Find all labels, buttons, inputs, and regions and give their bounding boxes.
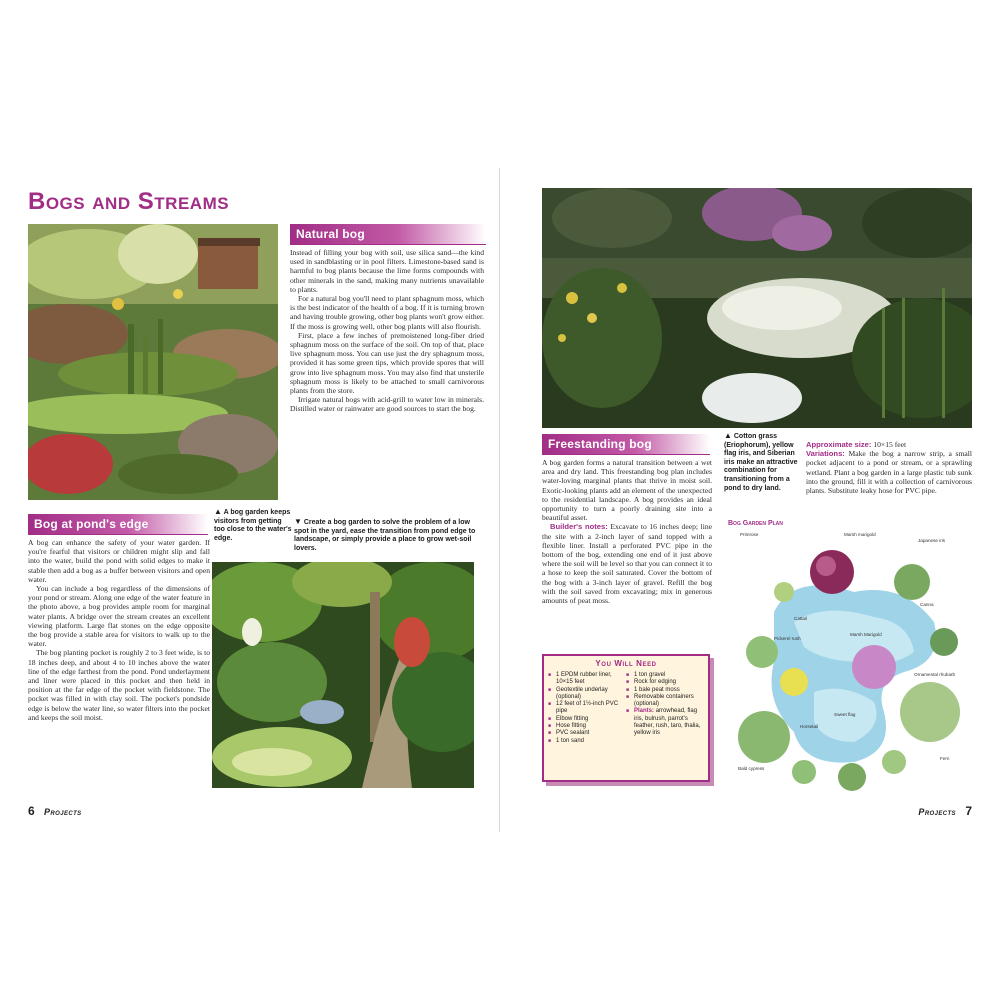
plan-title: Bog Garden Plan xyxy=(728,520,783,527)
size-label: Approximate size: xyxy=(806,440,872,449)
need-item: ■ Hose fitting xyxy=(548,723,626,730)
bog-garden-plan-illustration xyxy=(734,532,970,794)
pond-edge-text xyxy=(28,538,210,722)
need-item: ■ Rock for edging xyxy=(626,679,704,686)
plan-label: Sweet flag xyxy=(834,712,856,717)
plants-label: Plants: xyxy=(634,708,655,715)
down-arrow-icon: ▼ xyxy=(294,517,302,526)
paragraph: Instead of filling your bog with soil, use silica sand—the kind used in sandblasting or in pool filters. Limestone-based sand is harmful to bog plants because the lime forms compounds with other minerals in the sand, making many nutrients unavailable to plants. xyxy=(290,248,484,294)
need-item: ■ Removable containers (optional) xyxy=(626,694,704,709)
need-box-title: You Will Need xyxy=(595,659,657,668)
plan-label: Canna xyxy=(920,602,934,607)
plan-label: Ornamental rhubarb xyxy=(914,672,956,677)
up-arrow-icon: ▲ xyxy=(214,507,222,516)
variations-text: Make the bog a narrow strip, a small pocket adjacent to a pond or stream, or a sprawling wetland. Plant a bog garden in a large plastic tub sunk into the ground, fill it with a collection of carnivorous plants. Substitute leaky hose for PVC pipe. xyxy=(806,449,972,496)
need-column-1 xyxy=(548,672,626,745)
paragraph: A bog can enhance the safety of your water garden. If you're fearful that visitors or children might slip and fall into the water, build the pond with solid edges to make it stable then add a bog as a buffer between visitors and open water. xyxy=(28,538,210,584)
page-number: 7 xyxy=(965,804,972,818)
plan-label: Marsh marigold xyxy=(844,532,876,537)
rock-garden-photo xyxy=(28,224,278,500)
need-item: ■ 1 EPDM rubber liner, 10×15 feet xyxy=(548,672,626,687)
hosta-garden-photo xyxy=(212,562,474,788)
freestanding-rule xyxy=(542,454,710,455)
need-item: ■ 1 bale peat moss xyxy=(626,687,704,694)
size-value: 10×15 feet xyxy=(873,440,907,449)
need-column-2 xyxy=(626,672,704,745)
caption-bog-garden xyxy=(214,508,292,543)
need-item: ■ 12 feet of 1½-inch PVC pipe xyxy=(548,701,626,716)
paragraph-text: Excavate to 16 inches deep; line the site with a 2-inch layer of sand topped with a flexible liner. Install a perforated PVC pipe in the bottom of the bog, extending one end of it just above where the soil will be level so that you can connect it to a hose to keep the soil saturated. Cover the bottom of the bog with a 3-inch layer of gravel. Refill the bog with the soil saved from excavating; mix in generous amounts of peat moss. xyxy=(542,522,712,606)
caption-create-bog xyxy=(294,518,484,553)
freestanding-text xyxy=(542,458,712,605)
paragraph: A bog garden forms a natural transition between a wet area and dry land. This freestanding bog plan includes water-loving marginal plants that thrive in moist soil. Exotic-looking plants add an element of the unexpected to the residential landscape. A bog provides an ideal opportunity to turn a poorly draining site into a beautiful asset. xyxy=(542,458,712,523)
pond-edge-heading: Bog at pond's edge xyxy=(28,514,208,534)
builders-notes-label: Builder's notes: xyxy=(550,522,608,532)
need-item-plants xyxy=(626,708,704,737)
paragraph: Irrigate natural bogs with acid-grill to water low in minerals. Distilled water or rainwater are good sources to start the bog. xyxy=(290,395,484,414)
caption-text: Create a bog garden to solve the problem of a low spot in the yard, ease the transition from pond edge to landscape, or simply provide a place to grow wet-soil lovers. xyxy=(294,519,476,552)
need-item: ■ 1 ton gravel xyxy=(626,672,704,679)
magazine-spread xyxy=(14,168,986,832)
paragraph: The bog planting pocket is roughly 2 to 3 feet wide, is to 18 inches deep, and about 4 to 10 inches above the water line of the edge farthest from the pond. Pond underlayment and liner were placed in this pocket and then held in position at the far edge of the pocket with fieldstone. The pocket was filled in with clay soil. The pocket's pondside edge is below the water line, so water filters into the pocket and keeps the soil moist. xyxy=(28,648,210,722)
page-number: 6 xyxy=(28,804,35,818)
paragraph xyxy=(542,522,712,605)
natural-bog-text xyxy=(290,248,484,414)
plan-label: Marsh Marigold xyxy=(850,632,882,637)
need-item: ■ 1 ton sand xyxy=(548,738,626,745)
left-page xyxy=(14,168,500,832)
caption-text: A bog garden keeps visitors from getting too close to the water's edge. xyxy=(214,509,292,542)
paragraph: You can include a bog regardless of the dimensions of your pond or stream. Along one edge of the water feature in the photo above, a bog provides ample room for marginal water plants. A bridge over the stream creates an excellent viewing platform. Large flat stones on the edge opposite the bog provide a stable area for visitors to walk up to the water. xyxy=(28,584,210,649)
variations-label: Variations: xyxy=(806,449,845,459)
page-title: Bogs and Streams xyxy=(28,188,230,215)
plan-label: Cattail xyxy=(794,616,808,621)
caption-text: Cotton grass (Eriophorum), yellow flag iris, and Siberian iris make an attractive combination for transitioning from a pond to dry land. xyxy=(724,433,798,492)
natural-bog-heading: Natural bog xyxy=(290,224,486,244)
section-name: Projects xyxy=(918,807,956,817)
left-folio xyxy=(28,804,88,818)
caption-cotton-grass xyxy=(724,432,798,493)
plan-label: Japanese iris xyxy=(918,538,946,543)
info-text xyxy=(806,440,972,495)
plan-label: Primrose xyxy=(740,532,759,537)
paragraph: For a natural bog you'll need to plant sphagnum moss, which is the best indicator of the health of a bog. If it is turning brown and having trouble growing, other bog plants won't grow either. If the moss is growing well, other bog plants will also flourish. xyxy=(290,294,484,331)
plan-label: Bald cypress xyxy=(738,766,765,771)
need-item: ■ PVC sealant xyxy=(548,730,626,737)
plan-label: Pickerel rush xyxy=(774,636,801,641)
iris-bog-photo xyxy=(542,188,972,428)
section-name: Projects xyxy=(44,807,82,817)
need-item: ■ Geotextile underlay (optional) xyxy=(548,687,626,702)
right-folio xyxy=(912,804,972,818)
plants-text: arrowhead, flag iris, bulrush, parrot's feather, rush, taro, thalia, yellow iris xyxy=(634,708,701,737)
you-will-need-box xyxy=(542,654,710,782)
right-page xyxy=(500,168,986,832)
paragraph: First, place a few inches of premoistened long-fiber dried sphagnum moss on the surface of the soil. On top of that, place live sphagnum moss. You can use just the dry sphagnum moss, provided it has some green tips, which provide spores that will grow into live sphagnum moss. You may also find that unsterile sphagnum moss is likely to be attached to small carnivorous plants from the store. xyxy=(290,330,484,396)
plan-label: Horsetail xyxy=(800,724,819,729)
freestanding-heading: Freestanding bog xyxy=(542,434,710,454)
plan-label: Fern xyxy=(940,756,950,761)
need-item: ■ Elbow fitting xyxy=(548,716,626,723)
up-arrow-icon: ▲ xyxy=(724,431,732,440)
natural-bog-rule xyxy=(290,244,486,245)
pond-edge-rule xyxy=(28,534,208,535)
